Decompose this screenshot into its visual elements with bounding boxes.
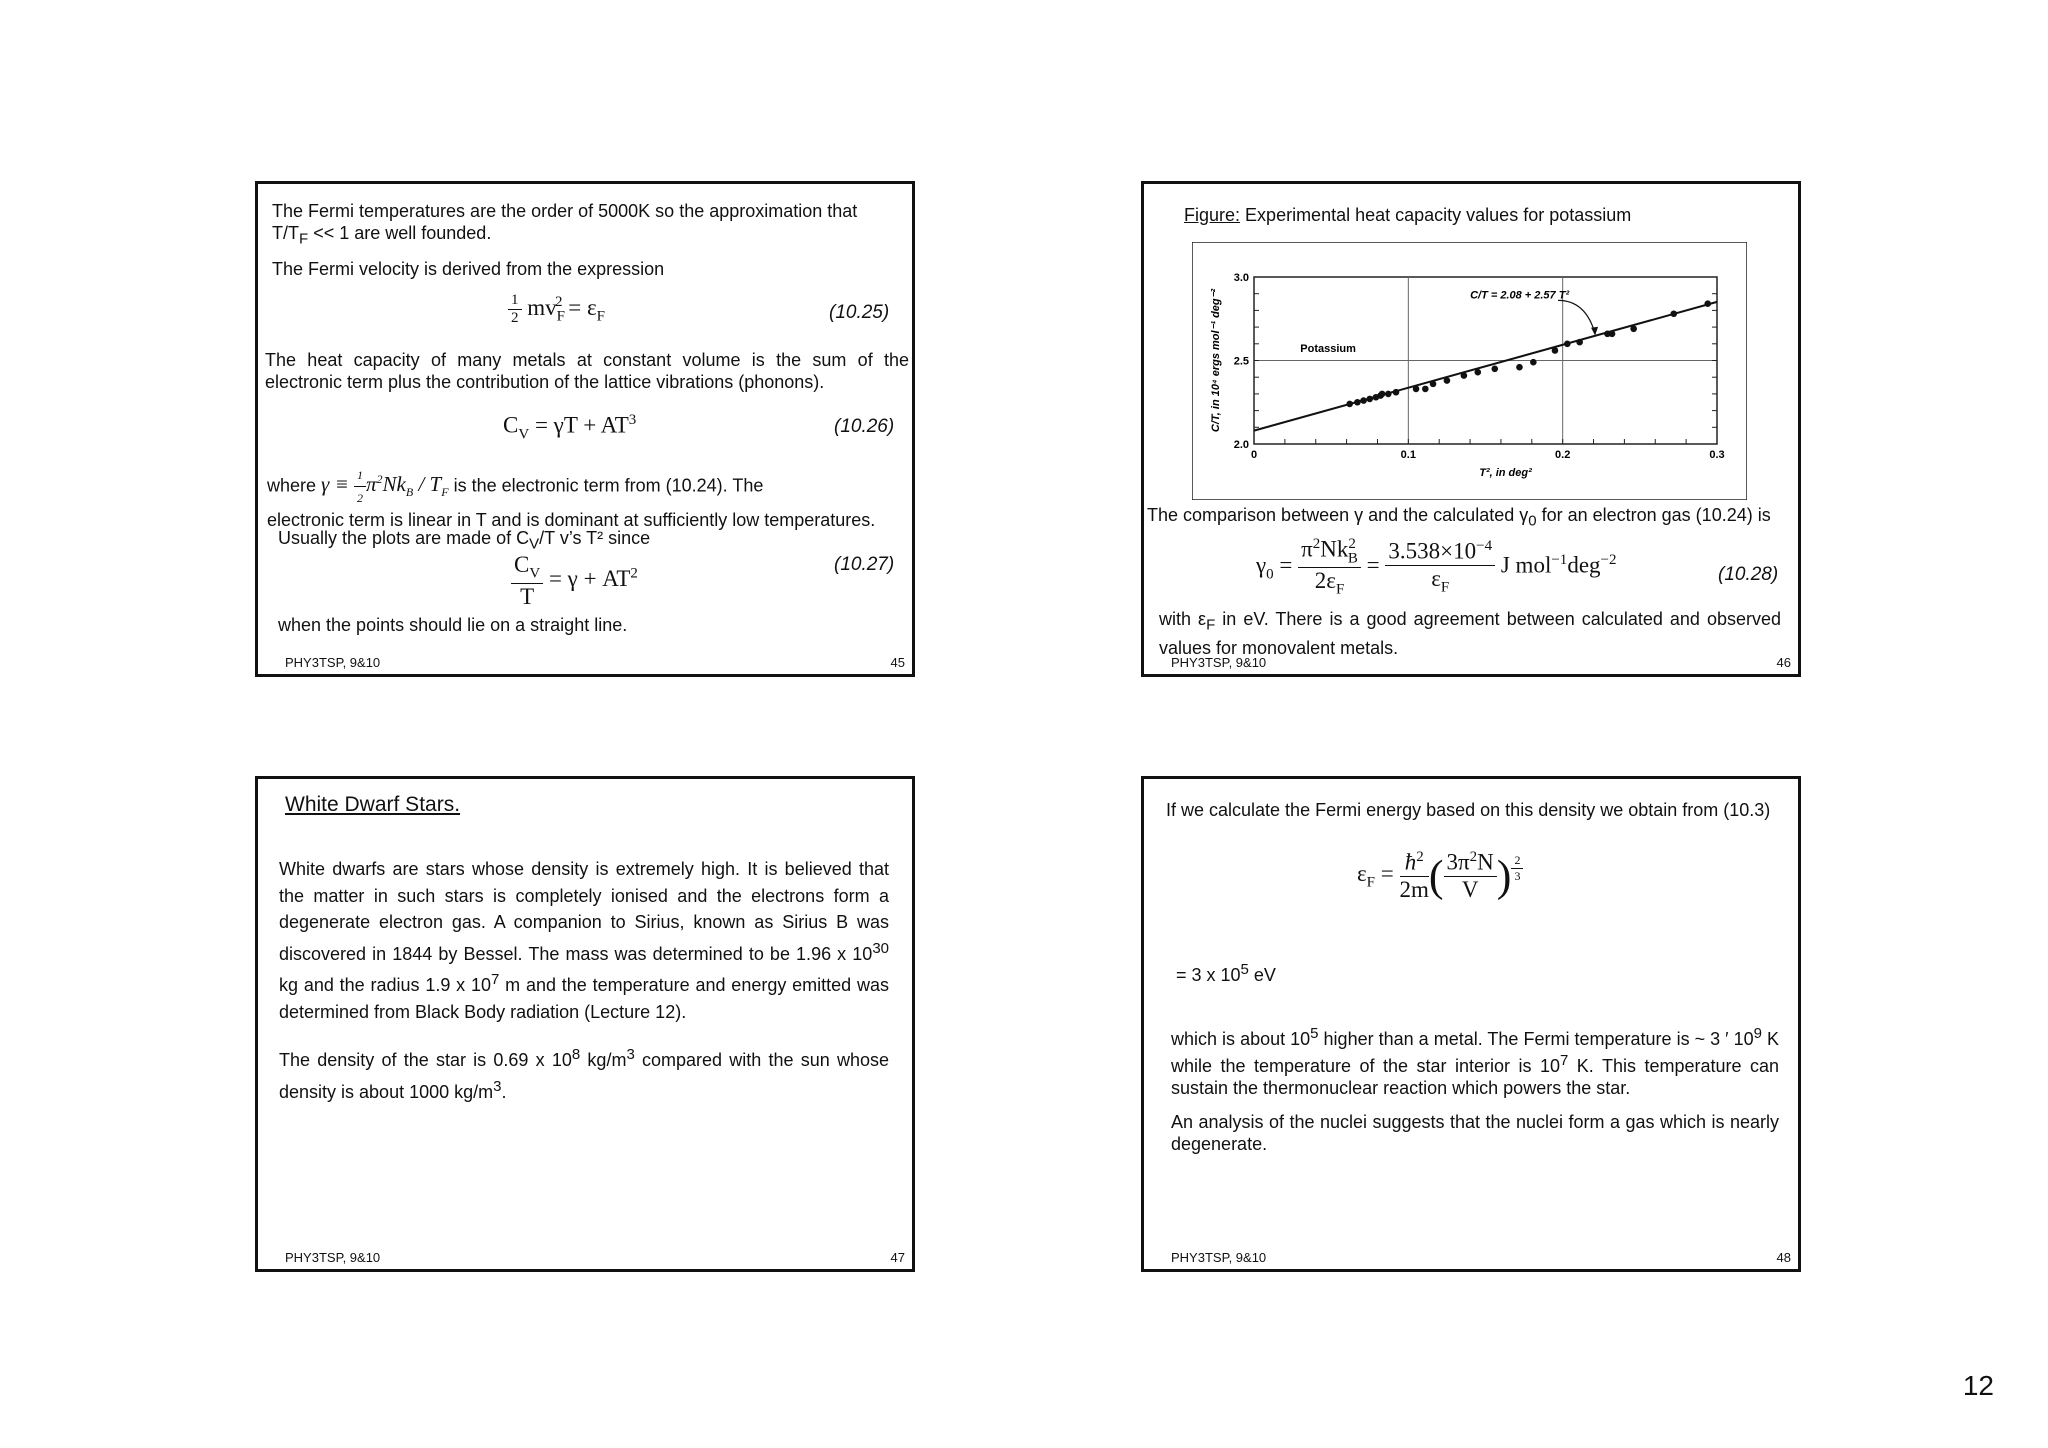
data-point <box>1474 369 1481 376</box>
slide48-paragraph-nuclei: An analysis of the nuclei suggests that the nuclei form a gas which is nearly degenerate. <box>1171 1112 1779 1154</box>
slide45-footer: PHY3TSP, 9&10 <box>285 655 381 670</box>
slide48-paragraph-comparison: which is about $10^5$ higher than a metal. The Fermi temperature is ~ 3 ′ $10^9$ K while the temperature of the star interior is $10^7$ K. This temperature can sustain the thermonuclear reaction which powers the star. <box>1171 1025 1779 1098</box>
slide46-number: 46 <box>1776 655 1791 670</box>
data-point <box>1670 310 1677 317</box>
data-point <box>1491 366 1498 373</box>
slide45-number: 45 <box>890 655 905 670</box>
x-tick-label: 0 <box>1250 449 1258 461</box>
page-number: 12 <box>1962 1370 1994 1401</box>
equation-cv-over-t: $\frac{C_V}{T}$ = $\gamma + AT^2$ <box>511 552 638 610</box>
slide45-paragraph-straight-line: when the points should lie on a straight line. <box>278 615 628 635</box>
figure-caption: Figure: Experimental heat capacity values for potassium <box>1184 205 1632 225</box>
fit-equation-label: C/T = 2.08 + 2.57 T² <box>1470 289 1570 302</box>
data-point <box>1422 386 1429 393</box>
data-point <box>1385 391 1392 398</box>
slide47-paragraph-white-dwarfs: White dwarfs are stars whose density is extremely high. It is believed that the matter in such stars is completely ionised and the electrons form a degenerate electron gas. A companion to Sirius, known as Sirius B was discovered in 1844 by Bessel. The mass was determined to be 1.96 x $10^{30}$ kg and the radius 1.9 x $10^7$ m and the temperature and energy emitted was determined from Black Body radiation (Lecture 12). <box>279 859 889 1022</box>
data-point <box>1430 381 1437 388</box>
equation-label-10-26: (10.26) <box>834 416 895 437</box>
data-point <box>1461 372 1468 379</box>
data-point <box>1576 339 1583 346</box>
slide48-result: = 3 x $10^5$ eV <box>1176 961 1276 985</box>
slide47-footer: PHY3TSP, 9&10 <box>285 1250 381 1265</box>
slide-46 <box>1141 181 1801 677</box>
slide45-paragraph-fermi-temp: The Fermi temperatures are the order of 5000K so the approximation that $T/T_F << 1$ are well founded. <box>272 201 858 248</box>
data-point <box>1630 325 1637 332</box>
equation-fermi-velocity: $\frac{1}{2}$ $mv_F^2 = \varepsilon_F$ <box>508 292 605 327</box>
equation-gamma-definition: γ ≡ $\frac{1}{2}$ $\pi^2Nk_B / T_F$ <box>321 472 449 496</box>
slide45-paragraph-heat-capacity: The heat capacity of many metals at constant volume is the sum of the electronic term plus the contribution of the lattice vibrations (phonons). <box>265 350 909 392</box>
data-point <box>1516 364 1523 371</box>
slide-48 <box>1141 776 1801 1272</box>
x-tick-label: 0.1 <box>1400 449 1416 461</box>
data-point <box>1360 397 1367 404</box>
data-point <box>1354 399 1361 406</box>
slide46-footer: PHY3TSP, 9&10 <box>1171 655 1267 670</box>
slide47-heading: White Dwarf Stars. <box>285 793 461 816</box>
data-point <box>1609 330 1616 337</box>
equation-label-10-27: (10.27) <box>834 554 895 575</box>
data-point <box>1552 347 1559 354</box>
slide48-number: 48 <box>1776 1250 1791 1265</box>
equation-fermi-energy: $\varepsilon_F$ = $\frac{ħ^2}{2m}$ ( $\frac{3\pi^2N}{V}$ ) $^{\frac{2}{3}}$ <box>1357 849 1523 903</box>
y-axis-label: C/T, in 10⁴ ergs mol⁻¹ deg⁻² <box>1210 288 1222 433</box>
slide46-paragraph-agreement: with $\varepsilon_F$ in eV. There is a good agreement between calculated and observed values for monovalent metals. <box>1159 609 1781 658</box>
potassium-label: Potassium <box>1300 343 1356 356</box>
slide46-paragraph-comparison: The comparison between γ and the calculated $\gamma_0$ for an electron gas (10.24) is <box>1147 505 1771 530</box>
slide45-paragraph-velocity: The Fermi velocity is derived from the expression <box>272 259 665 279</box>
data-point <box>1530 359 1537 366</box>
data-point <box>1393 389 1400 396</box>
slide45-paragraph-plots: Usually the plots are made of $C_V/T$ v’s T² since <box>278 528 651 553</box>
y-tick-label: 3.0 <box>1233 272 1249 284</box>
slide47-paragraph-density: The density of the star is 0.69 x $10^8$ $kg/m^3$ compared with the sun whose density is about 1000 $kg/m^3$. <box>279 1046 890 1102</box>
equation-label-10-25: (10.25) <box>829 302 890 323</box>
y-tick-label: 2.0 <box>1233 439 1249 451</box>
slide45-paragraph-where: where γ ≡ $\frac{1}{2}$ $\pi^2Nk_B / T_F$ is the electronic term from (10.24). The electronic term is linear in T and is dominant at sufficiently low temperatures. <box>267 464 907 531</box>
slide47-number: 47 <box>890 1250 905 1265</box>
x-axis-label: T², in deg² <box>1479 467 1532 479</box>
slide48-footer: PHY3TSP, 9&10 <box>1171 1250 1267 1265</box>
slide-47 <box>255 776 915 1272</box>
data-point <box>1564 341 1571 348</box>
potassium-heat-capacity-chart <box>1192 242 1747 500</box>
data-point <box>1413 386 1420 393</box>
x-tick-label: 0.2 <box>1555 449 1571 461</box>
equation-heat-capacity: $C_V = \gamma T + AT^3$ <box>503 412 637 443</box>
equation-gamma0: $\gamma_0$ = $\frac{\pi^2Nk^2_B}{2\varepsilon_F}$ = $\frac{3.538\times 10^{-4}}{\varepsilon_F}$ J mol$^{-1}$deg$^{-2}$ <box>1256 536 1617 598</box>
x-tick-label: 0.3 <box>1709 449 1725 461</box>
data-point <box>1704 300 1711 307</box>
data-point <box>1444 377 1451 384</box>
data-point <box>1366 396 1373 403</box>
y-tick-label: 2.5 <box>1233 355 1249 368</box>
slide-45 <box>255 181 915 677</box>
slide48-paragraph-fermi-energy: If we calculate the Fermi energy based on this density we obtain from (10.3) <box>1166 800 1771 820</box>
equation-label-10-28: (10.28) <box>1718 564 1779 585</box>
data-point <box>1379 391 1386 398</box>
data-point <box>1346 401 1353 408</box>
